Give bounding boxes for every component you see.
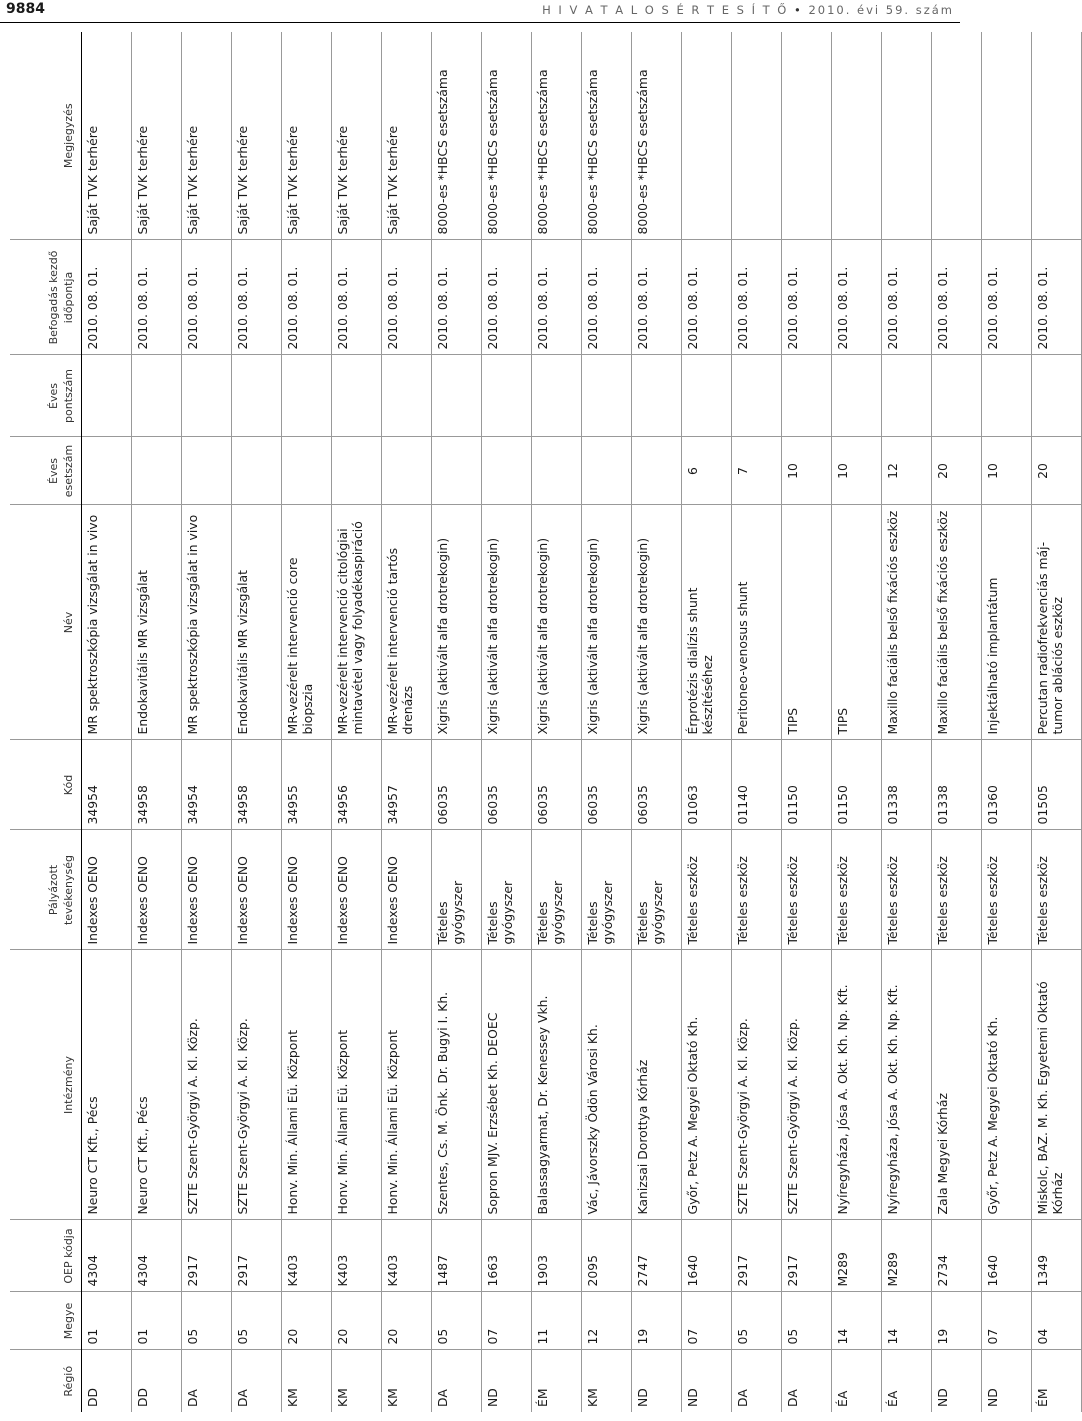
table-cell: 14 <box>832 1292 882 1350</box>
table-cell: Érprotézis dialízis shunt készítéséhez <box>682 505 732 740</box>
table-cell: Balassagyarmat, Dr. Kenessey Vkh. <box>532 950 582 1220</box>
table-cell: TIPS <box>782 505 832 740</box>
column-header: OEP kódja <box>10 1220 82 1292</box>
table-cell: DA <box>732 1350 782 1412</box>
table-cell <box>132 437 182 505</box>
table-cell: Injektálható implantátum <box>982 505 1032 740</box>
table-cell: 20 <box>382 1292 432 1350</box>
table-row <box>282 32 332 1412</box>
table-cell: Tételes gyógyszer <box>632 830 682 950</box>
table-row <box>332 32 382 1412</box>
table-cell: 4304 <box>82 1220 132 1292</box>
column-header: Pályázott tevékenység <box>10 830 82 950</box>
table-cell <box>182 355 232 437</box>
column-header: Régió <box>10 1350 82 1412</box>
table-row <box>1032 32 1082 1412</box>
table-cell: DA <box>782 1350 832 1412</box>
table-cell <box>1032 32 1082 240</box>
table-cell: ND <box>982 1350 1032 1412</box>
table-cell: Endokavitális MR vizsgálat <box>132 505 182 740</box>
table-cell: Neuro CT Kft., Pécs <box>82 950 132 1220</box>
table-cell: 2010. 08. 01. <box>82 240 132 355</box>
table-cell: Honv. Min. Állami Eü. Központ <box>332 950 382 1220</box>
table-cell: Indexes OENO <box>382 830 432 950</box>
table-cell: 2010. 08. 01. <box>582 240 632 355</box>
table-cell <box>482 355 532 437</box>
column-header: Éves esetszám <box>10 437 82 505</box>
table-cell: 2010. 08. 01. <box>682 240 732 355</box>
table-cell: 01150 <box>782 740 832 830</box>
column-header: Megye <box>10 1292 82 1350</box>
table-cell: 2917 <box>782 1220 832 1292</box>
table-row <box>382 32 432 1412</box>
table-cell: 2010. 08. 01. <box>732 240 782 355</box>
table-cell: DA <box>432 1350 482 1412</box>
column-header: Megjegyzés <box>10 32 82 240</box>
table-cell: Győr, Petz A. Megyei Oktató Kh. <box>982 950 1032 1220</box>
table-cell: MR spektroszkópia vizsgálat in vivo <box>182 505 232 740</box>
table-cell: DA <box>232 1350 282 1412</box>
table-cell: 19 <box>932 1292 982 1350</box>
table-cell <box>782 355 832 437</box>
table-cell: 7 <box>732 437 782 505</box>
table-cell: 01140 <box>732 740 782 830</box>
table-cell: 2010. 08. 01. <box>482 240 532 355</box>
table-cell: 05 <box>782 1292 832 1350</box>
table-cell: Tételes eszköz <box>782 830 832 950</box>
table-cell: MR spektroszkópia vizsgálat in vivo <box>82 505 132 740</box>
table-cell: 20 <box>332 1292 382 1350</box>
table-cell: 2917 <box>732 1220 782 1292</box>
table-cell <box>382 355 432 437</box>
table-cell: Honv. Min. Állami Eü. Központ <box>282 950 332 1220</box>
table-header-row <box>10 32 82 1412</box>
table-cell: KM <box>382 1350 432 1412</box>
table-cell <box>282 437 332 505</box>
table-cell: 05 <box>732 1292 782 1350</box>
table-cell: 12 <box>582 1292 632 1350</box>
table-cell: MR-vezérelt intervenció core biopszia <box>282 505 332 740</box>
table-cell: 2010. 08. 01. <box>532 240 582 355</box>
table-cell <box>982 32 1032 240</box>
table-cell: Indexes OENO <box>82 830 132 950</box>
table-cell: Tételes eszköz <box>1032 830 1082 950</box>
table-cell: ÉM <box>1032 1350 1082 1412</box>
table-row <box>932 32 982 1412</box>
table-cell: 2010. 08. 01. <box>382 240 432 355</box>
table-cell: 01338 <box>882 740 932 830</box>
table-cell: ÉA <box>882 1350 932 1412</box>
table-cell <box>882 355 932 437</box>
table-cell: 01063 <box>682 740 732 830</box>
table-row <box>632 32 682 1412</box>
table-cell: 2734 <box>932 1220 982 1292</box>
table-cell <box>382 437 432 505</box>
table-cell: 07 <box>482 1292 532 1350</box>
table-cell: Xigris (aktivált alfa drotrekogin) <box>532 505 582 740</box>
table-cell: 2010. 08. 01. <box>182 240 232 355</box>
table-cell: 8000-es *HBCS esetszáma <box>582 32 632 240</box>
table-cell: Győr, Petz A. Megyei Oktató Kh. <box>682 950 732 1220</box>
table-cell: 1903 <box>532 1220 582 1292</box>
table-cell: Vác, Jávorszky Ödön Városi Kh. <box>582 950 632 1220</box>
table-row <box>232 32 282 1412</box>
table-cell: 05 <box>182 1292 232 1350</box>
table-cell <box>682 355 732 437</box>
table-cell <box>282 355 332 437</box>
column-header: Intézmény <box>10 950 82 1220</box>
table-cell: 4304 <box>132 1220 182 1292</box>
table-cell: 07 <box>982 1292 1032 1350</box>
table-cell: 20 <box>282 1292 332 1350</box>
issue-number: 2010. évi 59. szám <box>808 3 954 17</box>
table-cell: 01150 <box>832 740 882 830</box>
table-cell: Indexes OENO <box>332 830 382 950</box>
table-row <box>82 32 132 1412</box>
table-cell: Saját TVK terhére <box>132 32 182 240</box>
table-cell: Tételes gyógyszer <box>482 830 532 950</box>
table-cell: K403 <box>332 1220 382 1292</box>
table-row <box>432 32 482 1412</box>
table-cell: 2917 <box>182 1220 232 1292</box>
table-cell: KM <box>332 1350 382 1412</box>
table-cell <box>532 437 582 505</box>
table-cell <box>832 32 882 240</box>
table-cell: 2010. 08. 01. <box>932 240 982 355</box>
table-cell: Tételes eszköz <box>982 830 1032 950</box>
data-table <box>10 32 1082 1412</box>
table-cell: Szentes, Cs. M. Önk. Dr. Bugyi I. Kh. <box>432 950 482 1220</box>
table-cell <box>432 355 482 437</box>
table-row <box>732 32 782 1412</box>
table-cell: Tételes eszköz <box>732 830 782 950</box>
table-cell: Saját TVK terhére <box>382 32 432 240</box>
table-cell: 1487 <box>432 1220 482 1292</box>
table-cell <box>732 355 782 437</box>
table-cell: 2917 <box>232 1220 282 1292</box>
table-cell: Kanizsai Dorottya Kórház <box>632 950 682 1220</box>
table-cell: 19 <box>632 1292 682 1350</box>
table-cell: 2747 <box>632 1220 682 1292</box>
table-cell: Sopron MJV. Erzsébet Kh. DEOEC <box>482 950 532 1220</box>
table-cell: 2010. 08. 01. <box>282 240 332 355</box>
table-cell: 05 <box>232 1292 282 1350</box>
table-cell <box>132 355 182 437</box>
table-cell: Tételes eszköz <box>682 830 732 950</box>
table-cell: Xigris (aktivált alfa drotrekogin) <box>432 505 482 740</box>
table-cell: SZTE Szent-Györgyi A. Kl. Közp. <box>732 950 782 1220</box>
table-cell: 11 <box>532 1292 582 1350</box>
table-cell: 06035 <box>582 740 632 830</box>
journal-title: H I V A T A L O S É R T E S Í T Ő <box>542 3 789 17</box>
table-cell <box>882 32 932 240</box>
running-title <box>542 3 954 17</box>
table-row <box>182 32 232 1412</box>
table-cell: Honv. Min. Állami Eü. Központ <box>382 950 432 1220</box>
table-cell: 06035 <box>632 740 682 830</box>
table-row <box>582 32 632 1412</box>
table-cell: ÉA <box>832 1350 882 1412</box>
table-cell: Nyíregyháza, Jósa A. Okt. Kh. Np. Kft. <box>832 950 882 1220</box>
table-row <box>782 32 832 1412</box>
table-cell: Maxillo faciális belső fixációs eszköz <box>882 505 932 740</box>
table-cell: 8000-es *HBCS esetszáma <box>532 32 582 240</box>
table-cell <box>732 32 782 240</box>
table-cell <box>532 355 582 437</box>
table-cell: Saját TVK terhére <box>232 32 282 240</box>
rotated-table-container <box>10 32 1065 1412</box>
table-cell: ND <box>632 1350 682 1412</box>
table-row <box>982 32 1032 1412</box>
table-cell: Endokavitális MR vizsgálat <box>232 505 282 740</box>
table-cell: 04 <box>1032 1292 1082 1350</box>
page-number: 9884 <box>6 1 45 17</box>
bullet: • <box>794 3 803 17</box>
table-cell: 8000-es *HBCS esetszáma <box>482 32 532 240</box>
table-row <box>482 32 532 1412</box>
table-row <box>532 32 582 1412</box>
table-row <box>132 32 182 1412</box>
table-cell: 34954 <box>182 740 232 830</box>
table-cell: 05 <box>432 1292 482 1350</box>
table-cell: Nyíregyháza, Jósa A. Okt. Kh. Np. Kft. <box>882 950 932 1220</box>
table-cell: Maxillo faciális belső fixációs eszköz <box>932 505 982 740</box>
table-cell: SZTE Szent-Györgyi A. Kl. Közp. <box>182 950 232 1220</box>
table-cell: 6 <box>682 437 732 505</box>
table-cell <box>832 355 882 437</box>
table-cell: KM <box>282 1350 332 1412</box>
table-cell: DD <box>132 1350 182 1412</box>
table-cell: 10 <box>782 437 832 505</box>
table-cell: Saját TVK terhére <box>82 32 132 240</box>
table-cell: K403 <box>282 1220 332 1292</box>
table-cell: K403 <box>382 1220 432 1292</box>
table-cell: 14 <box>882 1292 932 1350</box>
table-cell: Indexes OENO <box>182 830 232 950</box>
table-cell: SZTE Szent-Györgyi A. Kl. Közp. <box>782 950 832 1220</box>
table-cell: 34957 <box>382 740 432 830</box>
table-cell <box>432 437 482 505</box>
table-cell <box>332 355 382 437</box>
table-cell: 8000-es *HBCS esetszáma <box>632 32 682 240</box>
table-cell: 8000-es *HBCS esetszáma <box>432 32 482 240</box>
column-header: Kód <box>10 740 82 830</box>
table-cell: SZTE Szent-Györgyi A. Kl. Közp. <box>232 950 282 1220</box>
table-row <box>832 32 882 1412</box>
table-cell: Xigris (aktivált alfa drotrekogin) <box>582 505 632 740</box>
table-cell: ND <box>482 1350 532 1412</box>
table-cell: 2010. 08. 01. <box>782 240 832 355</box>
table-cell: 01 <box>132 1292 182 1350</box>
table-cell: Peritoneo-venosus shunt <box>732 505 782 740</box>
table-cell: 06035 <box>532 740 582 830</box>
table-cell: 2010. 08. 01. <box>1032 240 1082 355</box>
table-cell: Miskolc, BAZ. M. Kh. Egyetemi Oktató Kórház <box>1032 950 1082 1220</box>
table-cell <box>582 355 632 437</box>
table-cell: 2010. 08. 01. <box>632 240 682 355</box>
table-cell <box>582 437 632 505</box>
table-cell: 07 <box>682 1292 732 1350</box>
table-cell: 06035 <box>482 740 532 830</box>
table-cell: 2010. 08. 01. <box>432 240 482 355</box>
table-cell: Saját TVK terhére <box>182 32 232 240</box>
table-cell <box>232 355 282 437</box>
table-cell: 34958 <box>132 740 182 830</box>
table-cell: 01360 <box>982 740 1032 830</box>
table-cell <box>1032 355 1082 437</box>
table-cell: Zala Megyei Kórház <box>932 950 982 1220</box>
table-cell: 20 <box>1032 437 1082 505</box>
table-cell: 01338 <box>932 740 982 830</box>
table-cell <box>932 32 982 240</box>
table-row <box>882 32 932 1412</box>
table-cell <box>82 437 132 505</box>
table-cell: Saját TVK terhére <box>332 32 382 240</box>
table-cell: ND <box>682 1350 732 1412</box>
table-cell: M289 <box>882 1220 932 1292</box>
table-cell: Tételes gyógyszer <box>582 830 632 950</box>
table-cell: Indexes OENO <box>232 830 282 950</box>
table-cell: Tételes gyógyszer <box>532 830 582 950</box>
table-cell: Neuro CT Kft., Pécs <box>132 950 182 1220</box>
table-cell: Tételes eszköz <box>832 830 882 950</box>
table-cell: Xigris (aktivált alfa drotrekogin) <box>632 505 682 740</box>
table-cell <box>782 32 832 240</box>
table-cell: 2010. 08. 01. <box>982 240 1032 355</box>
table-cell: ÉM <box>532 1350 582 1412</box>
table-cell: 06035 <box>432 740 482 830</box>
table-cell: 2095 <box>582 1220 632 1292</box>
table-cell: 01 <box>82 1292 132 1350</box>
page-header <box>0 0 960 23</box>
table-cell: 12 <box>882 437 932 505</box>
table-cell <box>632 437 682 505</box>
column-header: Név <box>10 505 82 740</box>
table-cell: 2010. 08. 01. <box>332 240 382 355</box>
table-cell <box>932 355 982 437</box>
column-header: Befogadás kezdő időpontja <box>10 240 82 355</box>
table-cell <box>632 355 682 437</box>
table-cell: Xigris (aktivált alfa drotrekogin) <box>482 505 532 740</box>
table-cell: 34956 <box>332 740 382 830</box>
table-cell: Tételes eszköz <box>932 830 982 950</box>
table-cell <box>182 437 232 505</box>
table-cell: Tételes gyógyszer <box>432 830 482 950</box>
table-cell: 2010. 08. 01. <box>832 240 882 355</box>
table-cell: 1663 <box>482 1220 532 1292</box>
table-cell: DA <box>182 1350 232 1412</box>
table-body <box>82 32 1082 1412</box>
table-cell: DD <box>82 1350 132 1412</box>
table-cell: 01505 <box>1032 740 1082 830</box>
table-cell: 2010. 08. 01. <box>232 240 282 355</box>
table-cell: 1349 <box>1032 1220 1082 1292</box>
table-cell <box>332 437 382 505</box>
table-cell <box>82 355 132 437</box>
table-cell: Percutan radiofrekvenciás máj-tumor ablációs eszköz <box>1032 505 1082 740</box>
table-cell: ND <box>932 1350 982 1412</box>
table-cell: 34954 <box>82 740 132 830</box>
table-cell: 20 <box>932 437 982 505</box>
table-cell: Indexes OENO <box>132 830 182 950</box>
table-cell: 1640 <box>682 1220 732 1292</box>
table-cell: TIPS <box>832 505 882 740</box>
table-cell <box>982 355 1032 437</box>
table-cell: 10 <box>832 437 882 505</box>
table-cell: Indexes OENO <box>282 830 332 950</box>
table-cell <box>482 437 532 505</box>
table-cell: M289 <box>832 1220 882 1292</box>
table-row <box>682 32 732 1412</box>
table-cell: 10 <box>982 437 1032 505</box>
table-cell: KM <box>582 1350 632 1412</box>
table-cell: MR-vezérelt intervenció tartós drenázs <box>382 505 432 740</box>
table-cell: Saját TVK terhére <box>282 32 332 240</box>
table-cell: 1640 <box>982 1220 1032 1292</box>
table-cell: Tételes eszköz <box>882 830 932 950</box>
table-cell <box>682 32 732 240</box>
table-cell: 34958 <box>232 740 282 830</box>
table-cell: 2010. 08. 01. <box>132 240 182 355</box>
table-cell: 34955 <box>282 740 332 830</box>
table-cell: 2010. 08. 01. <box>882 240 932 355</box>
table-cell: MR-vezérelt intervenció citológiai mintavétel vagy folyadékaspiráció <box>332 505 382 740</box>
table-cell <box>232 437 282 505</box>
column-header: Éves pontszám <box>10 355 82 437</box>
